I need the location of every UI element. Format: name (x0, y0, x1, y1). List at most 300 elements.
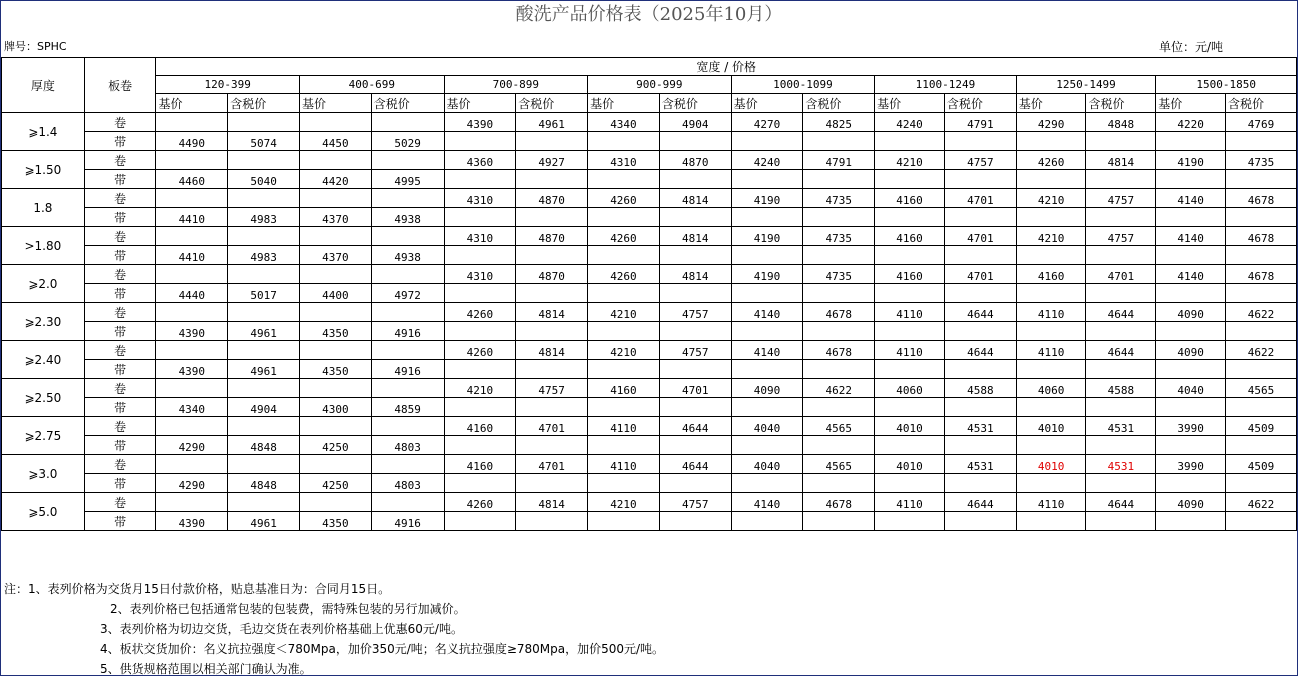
table-row (2, 512, 1297, 531)
price-cell (300, 417, 372, 436)
price-cell (944, 246, 1016, 265)
price-cell (228, 189, 300, 208)
price-cell: 4310 (444, 265, 516, 284)
price-cell (803, 512, 875, 531)
price-cell: 4010 (1016, 455, 1086, 474)
base-price-header: 基价 (731, 94, 803, 113)
price-cell: 4509 (1226, 455, 1297, 474)
price-cell (875, 284, 945, 303)
price-cell: 4160 (588, 379, 660, 398)
price-cell (300, 265, 372, 284)
tax-price-header: 含税价 (228, 94, 300, 113)
note-5: 5、供货规格范围以相关部门确认为准。 (100, 662, 312, 676)
price-cell: 4310 (444, 227, 516, 246)
price-cell (731, 170, 803, 189)
price-cell (731, 246, 803, 265)
price-cell (875, 208, 945, 227)
price-cell (659, 208, 731, 227)
price-cell: 4160 (444, 417, 516, 436)
price-cell: 4916 (371, 322, 444, 341)
price-cell (875, 436, 945, 455)
note-2: 2、表列价格已包括通常包装的包装费，需特殊包装的另行加减价。 (110, 602, 466, 616)
price-cell: 5040 (228, 170, 300, 189)
price-cell: 4220 (1156, 113, 1226, 132)
price-cell: 4190 (731, 227, 803, 246)
price-cell: 4250 (300, 474, 372, 493)
price-cell: 4735 (803, 265, 875, 284)
price-cell: 4140 (1156, 227, 1226, 246)
price-cell: 4678 (803, 493, 875, 512)
price-cell: 4904 (659, 113, 731, 132)
coil-label: 卷 (84, 151, 156, 170)
price-cell (1086, 398, 1156, 417)
price-cell: 4531 (944, 417, 1016, 436)
price-cell (156, 189, 228, 208)
price-cell: 4814 (516, 303, 588, 322)
price-cell (803, 132, 875, 151)
price-cell: 4814 (659, 227, 731, 246)
price-cell (803, 474, 875, 493)
coil-label: 卷 (84, 303, 156, 322)
price-cell: 4040 (731, 417, 803, 436)
price-cell: 4972 (371, 284, 444, 303)
price-cell (659, 284, 731, 303)
price-cell (875, 132, 945, 151)
price-cell: 4210 (588, 341, 660, 360)
base-price-header: 基价 (300, 94, 372, 113)
price-cell: 4588 (1086, 379, 1156, 398)
price-cell: 4757 (659, 303, 731, 322)
price-cell: 4644 (944, 493, 1016, 512)
price-cell: 4814 (1086, 151, 1156, 170)
strip-label: 带 (84, 132, 156, 151)
price-cell (1016, 170, 1086, 189)
price-cell (803, 208, 875, 227)
price-cell: 4870 (516, 265, 588, 284)
brand-label: 牌号：SPHC (4, 40, 67, 53)
price-cell (731, 322, 803, 341)
price-cell (156, 303, 228, 322)
price-cell: 4916 (371, 512, 444, 531)
table-row (2, 360, 1297, 379)
price-cell (731, 436, 803, 455)
price-cell (156, 113, 228, 132)
price-cell: 4110 (1016, 303, 1086, 322)
price-cell: 4701 (944, 265, 1016, 284)
price-cell (944, 436, 1016, 455)
table-row (2, 436, 1297, 455)
price-cell: 4110 (875, 493, 945, 512)
price-cell: 4040 (1156, 379, 1226, 398)
strip-label: 带 (84, 398, 156, 417)
price-cell: 4757 (944, 151, 1016, 170)
note-4: 4、板状交货加价：名义抗拉强度＜780Mpa，加价350元/吨；名义抗拉强度≥780Mpa，加价500元/吨。 (100, 642, 665, 656)
price-cell (1086, 436, 1156, 455)
form-header: 板卷 (84, 58, 156, 113)
price-cell (1156, 246, 1226, 265)
price-cell: 4644 (1086, 303, 1156, 322)
price-cell (659, 512, 731, 531)
width-range-header: 1250-1499 (1016, 76, 1156, 94)
base-price-header: 基价 (588, 94, 660, 113)
price-cell: 4678 (1226, 227, 1297, 246)
price-cell: 4410 (156, 208, 228, 227)
price-cell (659, 170, 731, 189)
width-range-header: 900-999 (588, 76, 732, 94)
price-cell (371, 303, 444, 322)
price-cell (1086, 322, 1156, 341)
price-cell (1086, 208, 1156, 227)
price-cell (944, 170, 1016, 189)
price-cell: 4090 (1156, 303, 1226, 322)
price-cell (875, 246, 945, 265)
price-cell (228, 379, 300, 398)
price-cell (228, 303, 300, 322)
price-cell (228, 113, 300, 132)
price-cell: 4260 (588, 189, 660, 208)
price-cell: 4678 (1226, 265, 1297, 284)
table-row (2, 341, 1297, 360)
price-cell: 4644 (1086, 493, 1156, 512)
price-cell (1226, 474, 1297, 493)
price-cell (156, 455, 228, 474)
price-cell (516, 284, 588, 303)
thickness-cell: ⩾2.50 (2, 379, 85, 417)
price-cell: 4678 (1226, 189, 1297, 208)
price-cell (1226, 512, 1297, 531)
price-cell (444, 246, 516, 265)
price-cell (875, 322, 945, 341)
price-cell: 4961 (228, 322, 300, 341)
price-cell (588, 398, 660, 417)
price-cell (1016, 436, 1086, 455)
price-cell (875, 170, 945, 189)
tax-price-header: 含税价 (1086, 94, 1156, 113)
price-cell: 4110 (1016, 341, 1086, 360)
base-price-header: 基价 (156, 94, 228, 113)
price-cell: 4791 (944, 113, 1016, 132)
price-cell: 4904 (228, 398, 300, 417)
price-cell (1086, 284, 1156, 303)
price-cell: 4803 (371, 436, 444, 455)
price-cell: 4644 (659, 455, 731, 474)
price-cell (803, 436, 875, 455)
price-cell (228, 265, 300, 284)
table-row (2, 227, 1297, 246)
price-cell (1016, 246, 1086, 265)
price-cell (1016, 512, 1086, 531)
price-cell: 4260 (444, 341, 516, 360)
price-cell (444, 322, 516, 341)
price-cell: 4300 (300, 398, 372, 417)
table-row (2, 493, 1297, 512)
price-cell (1016, 132, 1086, 151)
price-cell (1156, 132, 1226, 151)
table-row (2, 455, 1297, 474)
price-cell: 4390 (156, 360, 228, 379)
base-price-header: 基价 (1156, 94, 1226, 113)
price-cell: 4340 (156, 398, 228, 417)
price-cell (1016, 360, 1086, 379)
price-cell: 4260 (1016, 151, 1086, 170)
price-cell (516, 474, 588, 493)
price-cell: 4140 (1156, 265, 1226, 284)
price-cell (659, 246, 731, 265)
price-cell: 4420 (300, 170, 372, 189)
price-cell: 4140 (1156, 189, 1226, 208)
price-cell (588, 322, 660, 341)
price-cell (731, 398, 803, 417)
price-cell (444, 512, 516, 531)
price-cell: 4460 (156, 170, 228, 189)
coil-label: 卷 (84, 455, 156, 474)
price-cell (444, 398, 516, 417)
price-cell (1226, 208, 1297, 227)
price-cell: 4310 (444, 189, 516, 208)
price-cell (731, 284, 803, 303)
price-cell: 4757 (659, 493, 731, 512)
price-cell: 4190 (731, 265, 803, 284)
price-cell (300, 341, 372, 360)
price-cell (228, 227, 300, 246)
price-cell (1156, 436, 1226, 455)
price-cell (803, 322, 875, 341)
price-cell: 4701 (944, 227, 1016, 246)
thickness-cell: ⩾2.75 (2, 417, 85, 455)
price-cell (371, 113, 444, 132)
price-cell (516, 360, 588, 379)
price-cell (444, 436, 516, 455)
price-cell: 4390 (156, 512, 228, 531)
price-cell: 4735 (803, 189, 875, 208)
price-cell (444, 474, 516, 493)
price-cell (1156, 170, 1226, 189)
width-range-header: 400-699 (300, 76, 445, 94)
price-cell: 4644 (944, 303, 1016, 322)
price-cell: 4927 (516, 151, 588, 170)
price-cell (300, 493, 372, 512)
price-cell (444, 170, 516, 189)
price-cell (875, 360, 945, 379)
price-cell: 4814 (659, 265, 731, 284)
coil-label: 卷 (84, 417, 156, 436)
price-cell (1156, 208, 1226, 227)
width-range-header: 1000-1099 (731, 76, 875, 94)
price-cell (371, 265, 444, 284)
strip-label: 带 (84, 436, 156, 455)
price-cell: 4160 (875, 265, 945, 284)
price-cell: 4260 (444, 303, 516, 322)
price-cell (516, 436, 588, 455)
price-cell: 4701 (944, 189, 1016, 208)
price-cell: 4735 (803, 227, 875, 246)
price-cell (588, 208, 660, 227)
price-cell: 4450 (300, 132, 372, 151)
price-cell: 4757 (1086, 189, 1156, 208)
price-cell: 4390 (444, 113, 516, 132)
thickness-cell: ⩾1.4 (2, 113, 85, 151)
price-cell: 4060 (1016, 379, 1086, 398)
strip-label: 带 (84, 322, 156, 341)
price-cell: 4210 (1016, 189, 1086, 208)
price-cell (1086, 246, 1156, 265)
price-cell: 4983 (228, 246, 300, 265)
price-cell (156, 151, 228, 170)
price-cell (371, 379, 444, 398)
coil-label: 卷 (84, 493, 156, 512)
strip-label: 带 (84, 284, 156, 303)
price-cell (371, 455, 444, 474)
price-cell: 4110 (588, 455, 660, 474)
tax-price-header: 含税价 (516, 94, 588, 113)
price-cell (803, 284, 875, 303)
price-cell: 4110 (875, 341, 945, 360)
price-cell (371, 151, 444, 170)
price-cell: 4410 (156, 246, 228, 265)
width-range-header: 1100-1249 (875, 76, 1017, 94)
coil-label: 卷 (84, 189, 156, 208)
price-cell (1086, 360, 1156, 379)
strip-label: 带 (84, 474, 156, 493)
price-cell (731, 132, 803, 151)
table-row (2, 170, 1297, 189)
thickness-cell: >1.80 (2, 227, 85, 265)
price-cell: 4010 (1016, 417, 1086, 436)
price-cell: 4210 (444, 379, 516, 398)
price-cell: 4814 (516, 341, 588, 360)
price-cell (1016, 284, 1086, 303)
price-cell (1086, 170, 1156, 189)
price-cell (444, 360, 516, 379)
price-cell (300, 151, 372, 170)
base-price-header: 基价 (444, 94, 516, 113)
price-cell (803, 398, 875, 417)
price-cell: 4210 (1016, 227, 1086, 246)
price-cell: 4110 (588, 417, 660, 436)
price-cell (944, 474, 1016, 493)
table-row (2, 417, 1297, 436)
price-cell (1156, 398, 1226, 417)
unit-label: 单位：元/吨 (1159, 40, 1224, 54)
price-cell: 4938 (371, 246, 444, 265)
price-cell (156, 417, 228, 436)
price-cell (516, 208, 588, 227)
table-row (2, 303, 1297, 322)
price-cell (588, 132, 660, 151)
price-cell (444, 132, 516, 151)
price-cell: 4190 (1156, 151, 1226, 170)
price-cell: 4565 (803, 417, 875, 436)
price-cell (659, 474, 731, 493)
tax-price-header: 含税价 (371, 94, 444, 113)
price-cell (944, 360, 1016, 379)
price-cell (588, 436, 660, 455)
price-cell (300, 113, 372, 132)
price-cell: 4622 (803, 379, 875, 398)
price-cell: 4622 (1226, 493, 1297, 512)
table-row (2, 113, 1297, 132)
price-cell: 4260 (444, 493, 516, 512)
price-cell: 4160 (875, 227, 945, 246)
thickness-cell: ⩾2.30 (2, 303, 85, 341)
page-title: 酸洗产品价格表（2025年10月） (515, 4, 783, 25)
price-cell: 4140 (731, 493, 803, 512)
price-cell (1086, 512, 1156, 531)
price-cell (300, 189, 372, 208)
thickness-cell: ⩾3.0 (2, 455, 85, 493)
price-cell (300, 303, 372, 322)
price-cell (1226, 132, 1297, 151)
price-cell: 4757 (659, 341, 731, 360)
price-cell: 4961 (516, 113, 588, 132)
price-cell (731, 474, 803, 493)
price-cell (156, 379, 228, 398)
price-cell (371, 189, 444, 208)
price-cell (1086, 474, 1156, 493)
price-cell: 4961 (228, 512, 300, 531)
price-cell (300, 455, 372, 474)
price-cell: 4825 (803, 113, 875, 132)
price-cell: 4995 (371, 170, 444, 189)
price-cell: 4210 (875, 151, 945, 170)
price-cell (944, 284, 1016, 303)
coil-label: 卷 (84, 341, 156, 360)
price-cell (1016, 474, 1086, 493)
price-cell (588, 512, 660, 531)
price-cell: 4814 (516, 493, 588, 512)
price-cell: 4290 (156, 436, 228, 455)
price-cell (659, 436, 731, 455)
width-price-header: 宽度 / 价格 (156, 58, 1297, 76)
price-cell: 4440 (156, 284, 228, 303)
price-cell (1016, 398, 1086, 417)
price-cell (1226, 360, 1297, 379)
coil-label: 卷 (84, 227, 156, 246)
price-cell: 4310 (588, 151, 660, 170)
price-cell (1156, 360, 1226, 379)
price-cell: 4090 (1156, 341, 1226, 360)
price-cell (228, 493, 300, 512)
price-cell: 4531 (1086, 417, 1156, 436)
width-range-header: 1500-1850 (1156, 76, 1297, 94)
price-cell: 4622 (1226, 303, 1297, 322)
price-cell: 4848 (228, 436, 300, 455)
price-cell (1226, 436, 1297, 455)
price-cell (944, 132, 1016, 151)
price-cell: 4769 (1226, 113, 1297, 132)
price-cell (588, 474, 660, 493)
price-cell (516, 132, 588, 151)
price-cell: 4622 (1226, 341, 1297, 360)
width-range-header: 120-399 (156, 76, 300, 94)
price-cell: 4340 (588, 113, 660, 132)
price-cell (228, 341, 300, 360)
price-cell: 4938 (371, 208, 444, 227)
price-cell (516, 512, 588, 531)
price-cell (588, 170, 660, 189)
price-cell: 4370 (300, 208, 372, 227)
price-cell (1226, 284, 1297, 303)
price-cell: 4270 (731, 113, 803, 132)
price-cell: 4678 (803, 341, 875, 360)
price-cell (803, 246, 875, 265)
price-cell (731, 360, 803, 379)
table-row (2, 474, 1297, 493)
price-cell (1016, 208, 1086, 227)
base-price-header: 基价 (875, 94, 945, 113)
strip-label: 带 (84, 512, 156, 531)
price-cell (300, 227, 372, 246)
